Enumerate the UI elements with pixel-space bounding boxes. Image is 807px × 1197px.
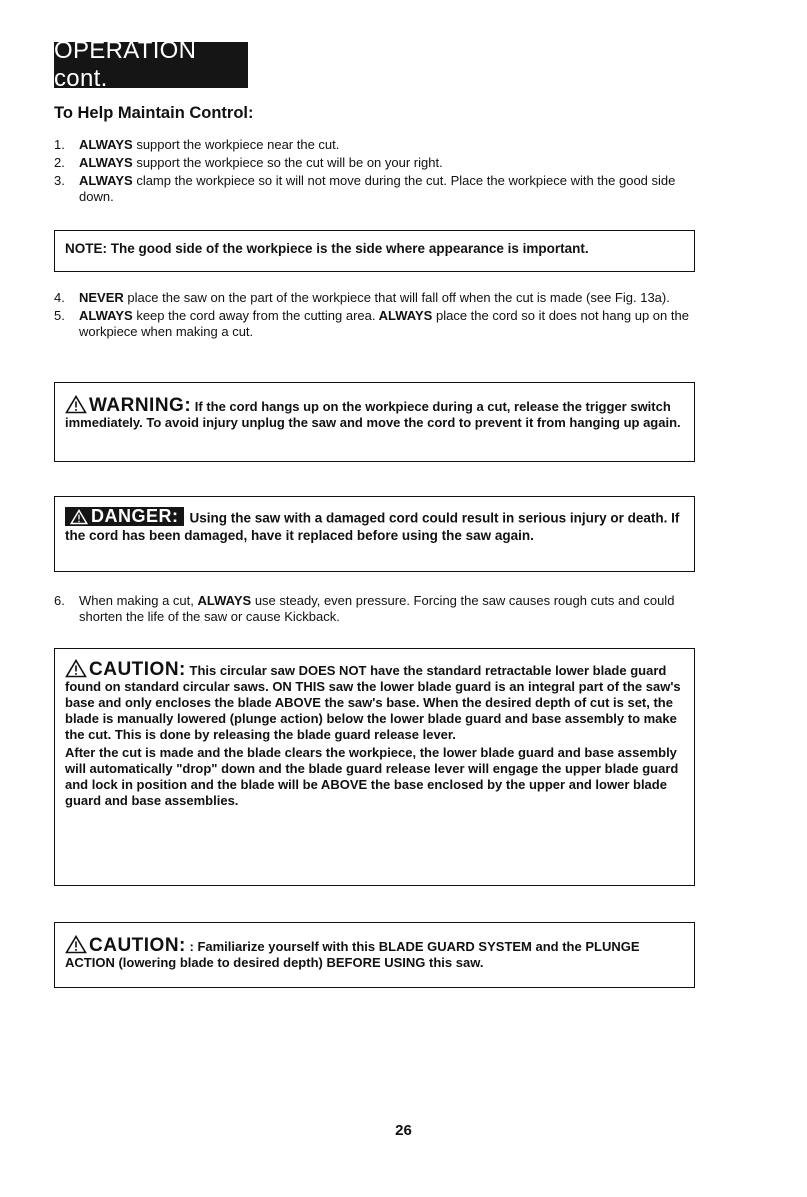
warning-box <box>54 382 695 462</box>
warning-triangle-icon <box>65 935 87 954</box>
caution-paragraph-1 <box>65 659 684 743</box>
item-body-2: place the cord so it does not hang up on the workpiece when making a cut. <box>79 308 689 339</box>
item-body: support the workpiece so the cut will be on your right. <box>132 155 443 170</box>
instruction-list-a <box>54 137 694 207</box>
item-body: place the saw on the part of the workpiece that will fall off when the cut is made (see Fig. 13a). <box>123 290 670 305</box>
item-text <box>79 137 694 153</box>
item-text <box>79 290 694 306</box>
list-item <box>54 290 694 306</box>
warning-text: If the cord hangs up on the workpiece during a cut, release the trigger switch immediately. To avoid injury unplug the saw and move the cord to prevent it from hanging up again. <box>65 399 681 430</box>
danger-box <box>54 496 695 572</box>
item-body: support the workpiece near the cut. <box>132 137 340 152</box>
item-number: 2. <box>54 155 65 170</box>
danger-text: Using the saw with a damaged cord could result in serious injury or death. If the cord has been damaged, have it replaced before using the saw again. <box>65 510 680 543</box>
item-lead: ALWAYS <box>79 308 133 323</box>
caution-box-blade-guard <box>54 648 695 886</box>
item-lead-2: ALWAYS <box>375 308 433 323</box>
warning-triangle-icon <box>65 395 87 414</box>
item-number: 4. <box>54 290 65 305</box>
caution-box-familiarize <box>54 922 695 988</box>
item-number: 5. <box>54 308 65 323</box>
item-body-start: When making a cut, <box>79 593 198 608</box>
caution-text: : Familiarize yourself with this BLADE GUARD SYSTEM and the PLUNGE ACTION (lowering blade to desired depth) BEFORE USING this saw. <box>65 939 640 970</box>
instruction-list-b <box>54 290 694 342</box>
item-text <box>79 308 694 340</box>
list-item <box>54 308 694 340</box>
section-tab-label: OPERATION cont. <box>54 37 197 92</box>
item-number: 6. <box>54 593 65 608</box>
caution-label: CAUTION: <box>89 659 186 680</box>
subheading: To Help Maintain Control: <box>54 104 254 122</box>
item-lead: NEVER <box>79 290 124 305</box>
item-number: 1. <box>54 137 65 152</box>
note-box <box>54 230 695 272</box>
item-text <box>79 593 694 625</box>
item-body: clamp the workpiece so it will not move during the cut. Place the workpiece with the good side down. <box>79 173 676 204</box>
item-lead: ALWAYS <box>79 137 133 152</box>
caution-text-1: This circular saw DOES NOT have the standard retractable lower blade guard found on standard circular saws. ON THIS saw the lower blade guard is an integral part of the saw's base and only encloses the blade ABOVE the saw's base. When the desired depth of cut is set, the blade is manually lowered (plunge action) below the lower blade guard and base assembly to make the cut. This is done by releasing the blade guard release lever. <box>65 663 681 742</box>
list-item <box>54 593 694 625</box>
section-tab <box>54 37 248 92</box>
item-body: use steady, even pressure. Forcing the saw causes rough cuts and could shorten the life of the saw or cause Kickback. <box>79 593 675 624</box>
item-text <box>79 173 694 205</box>
item-body: keep the cord away from the cutting area. <box>132 308 376 323</box>
list-item <box>54 137 694 153</box>
page-number: 26 <box>395 1122 412 1139</box>
caution-paragraph-2: After the cut is made and the blade clears the workpiece, the lower blade guard and base assembly will automatically "drop" down and the blade guard release lever will engage the upper blade guard and lock in position and the blade will be ABOVE the base enclosed by the upper and lower blade guard and base assemblies. <box>65 745 679 808</box>
item-lead: ALWAYS <box>197 593 252 608</box>
instruction-list-c <box>54 593 694 627</box>
item-text <box>79 155 694 171</box>
item-number: 3. <box>54 173 65 188</box>
item-lead: ALWAYS <box>79 173 133 188</box>
warning-label: WARNING: <box>89 395 192 416</box>
caution-label: CAUTION: <box>89 935 186 956</box>
list-item <box>54 173 694 205</box>
list-item <box>54 155 694 171</box>
danger-badge <box>65 507 184 526</box>
note-text: NOTE: The good side of the workpiece is the side where appearance is important. <box>65 241 589 256</box>
warning-triangle-icon <box>65 659 87 678</box>
danger-label: DANGER: <box>91 506 179 526</box>
warning-triangle-icon <box>70 509 88 525</box>
item-lead: ALWAYS <box>79 155 133 170</box>
